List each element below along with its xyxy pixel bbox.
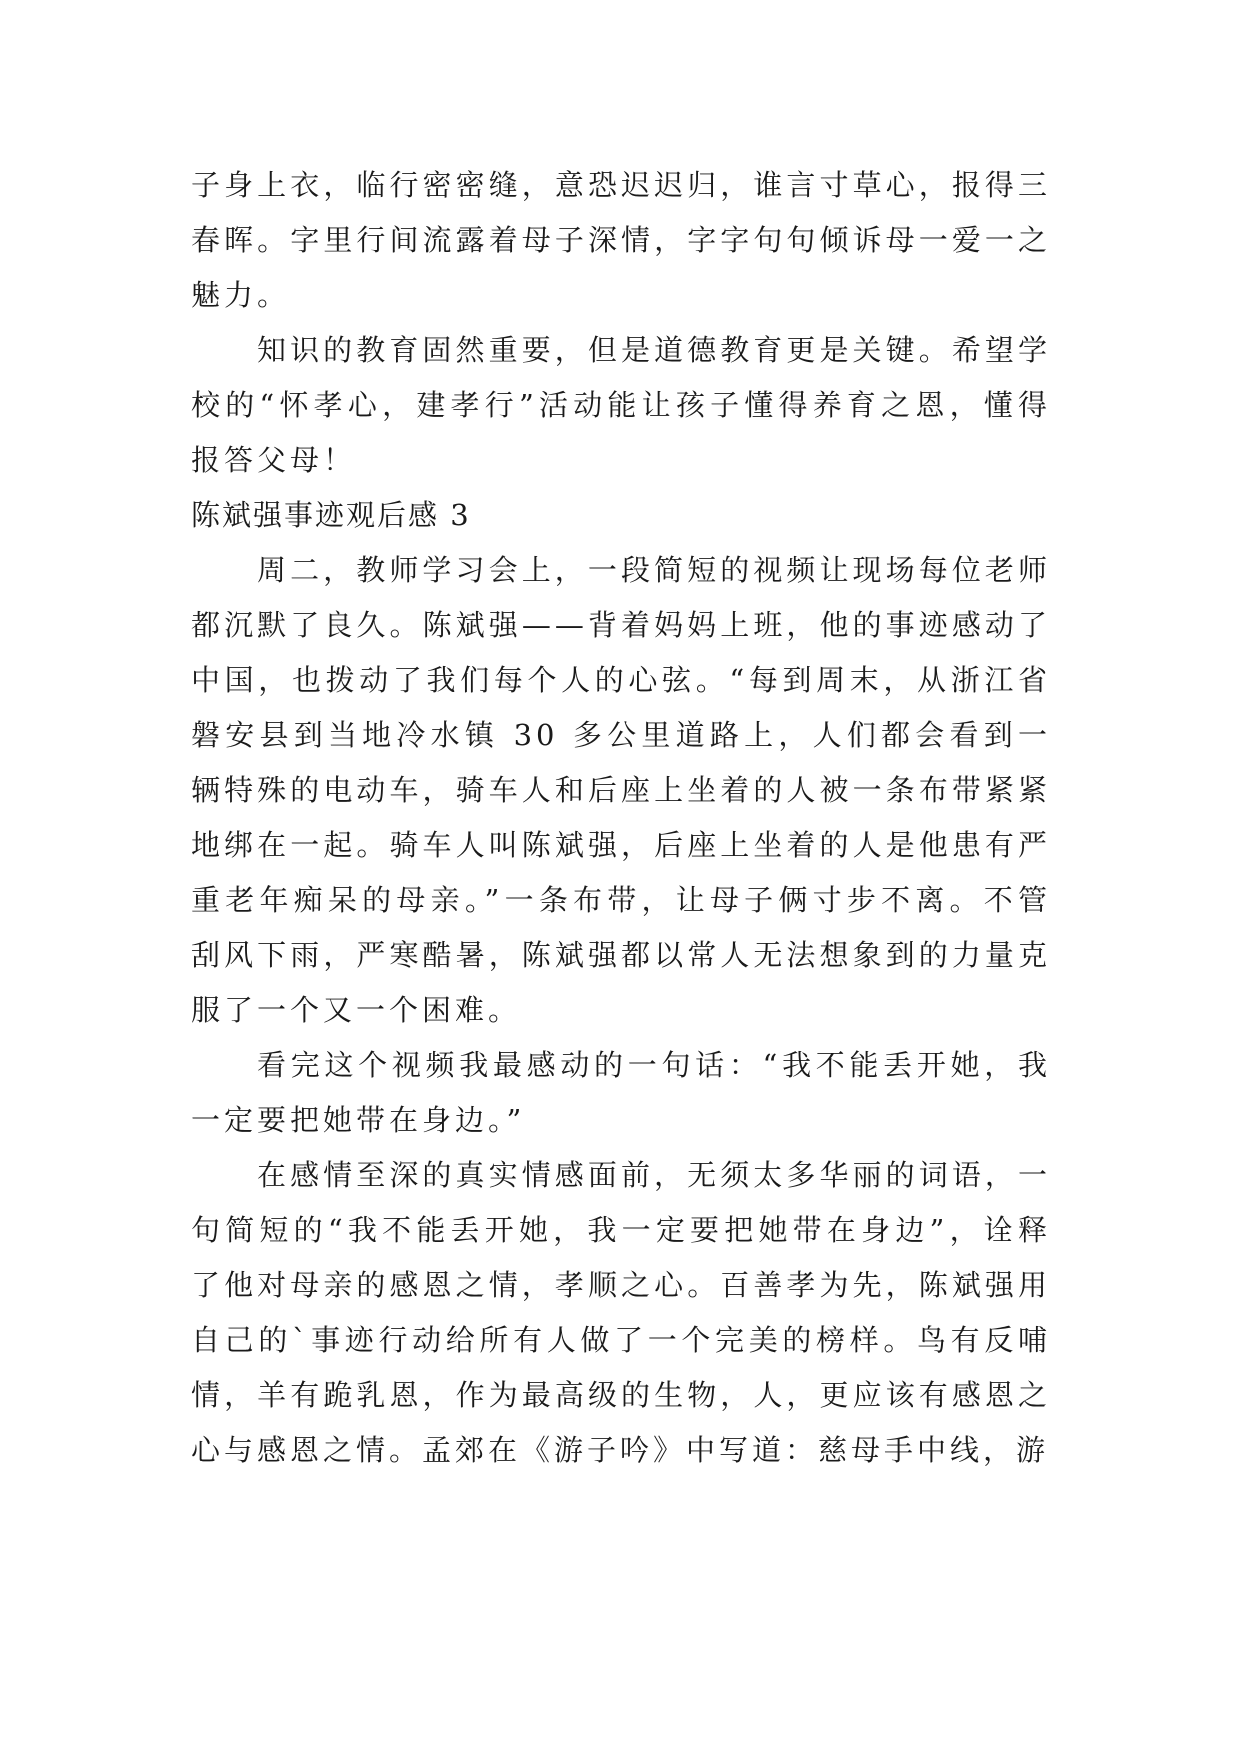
paragraph-continued-poem: 子身上衣，临行密密缝，意恐迟迟归，谁言寸草心，报得三春晖。字里行间流露着母子深情，字字句句倾诉母一爱一之魅力。 [191,168,1051,312]
document-body [191,158,1051,1478]
section-heading: 陈斌强事迹观后感 3 [191,498,471,532]
paragraph-video-story: 周二，教师学习会上，一段简短的视频让现场每位老师都沉默了良久。陈斌强——背着妈妈上班，他的事迹感动了中国，也拨动了我们每个人的心弦。“每到周末，从浙江省磐安县到当地冷水镇 30 多公里道路上，人们都会看到一辆特殊的电动车，骑车人和后座上坐着的人被一条布带紧紧地绑在一起。骑车人叫陈斌强，后座上坐着的人是他患有严重老年痴呆的母亲。”一条布带，让母子俩寸步不离。不管刮风下雨，严寒酷暑，陈斌强都以常人无法想象到的力量克服了一个又一个困难。 [191,553,1051,1027]
paragraph-reflection: 在感情至深的真实情感面前，无须太多华丽的词语，一句简短的“我不能丢开她，我一定要把她带在身边”，诠释了他对母亲的感恩之情，孝顺之心。百善孝为先，陈斌强用自己的`事迹行动给所有人做了一个完美的榜样。鸟有反哺情，羊有跪乳恩，作为最高级的生物，人，更应该有感恩之心与感恩之情。孟郊在《游子吟》中写道：慈母手中线，游 [191,1158,1051,1467]
paragraph-quote: 看完这个视频我最感动的一句话：“我不能丢开她，我一定要把她带在身边。” [191,1048,1051,1137]
paragraph-moral-education: 知识的教育固然重要，但是道德教育更是关键。希望学校的“怀孝心，建孝行”活动能让孩子懂得养育之恩，懂得报答父母！ [191,333,1051,477]
